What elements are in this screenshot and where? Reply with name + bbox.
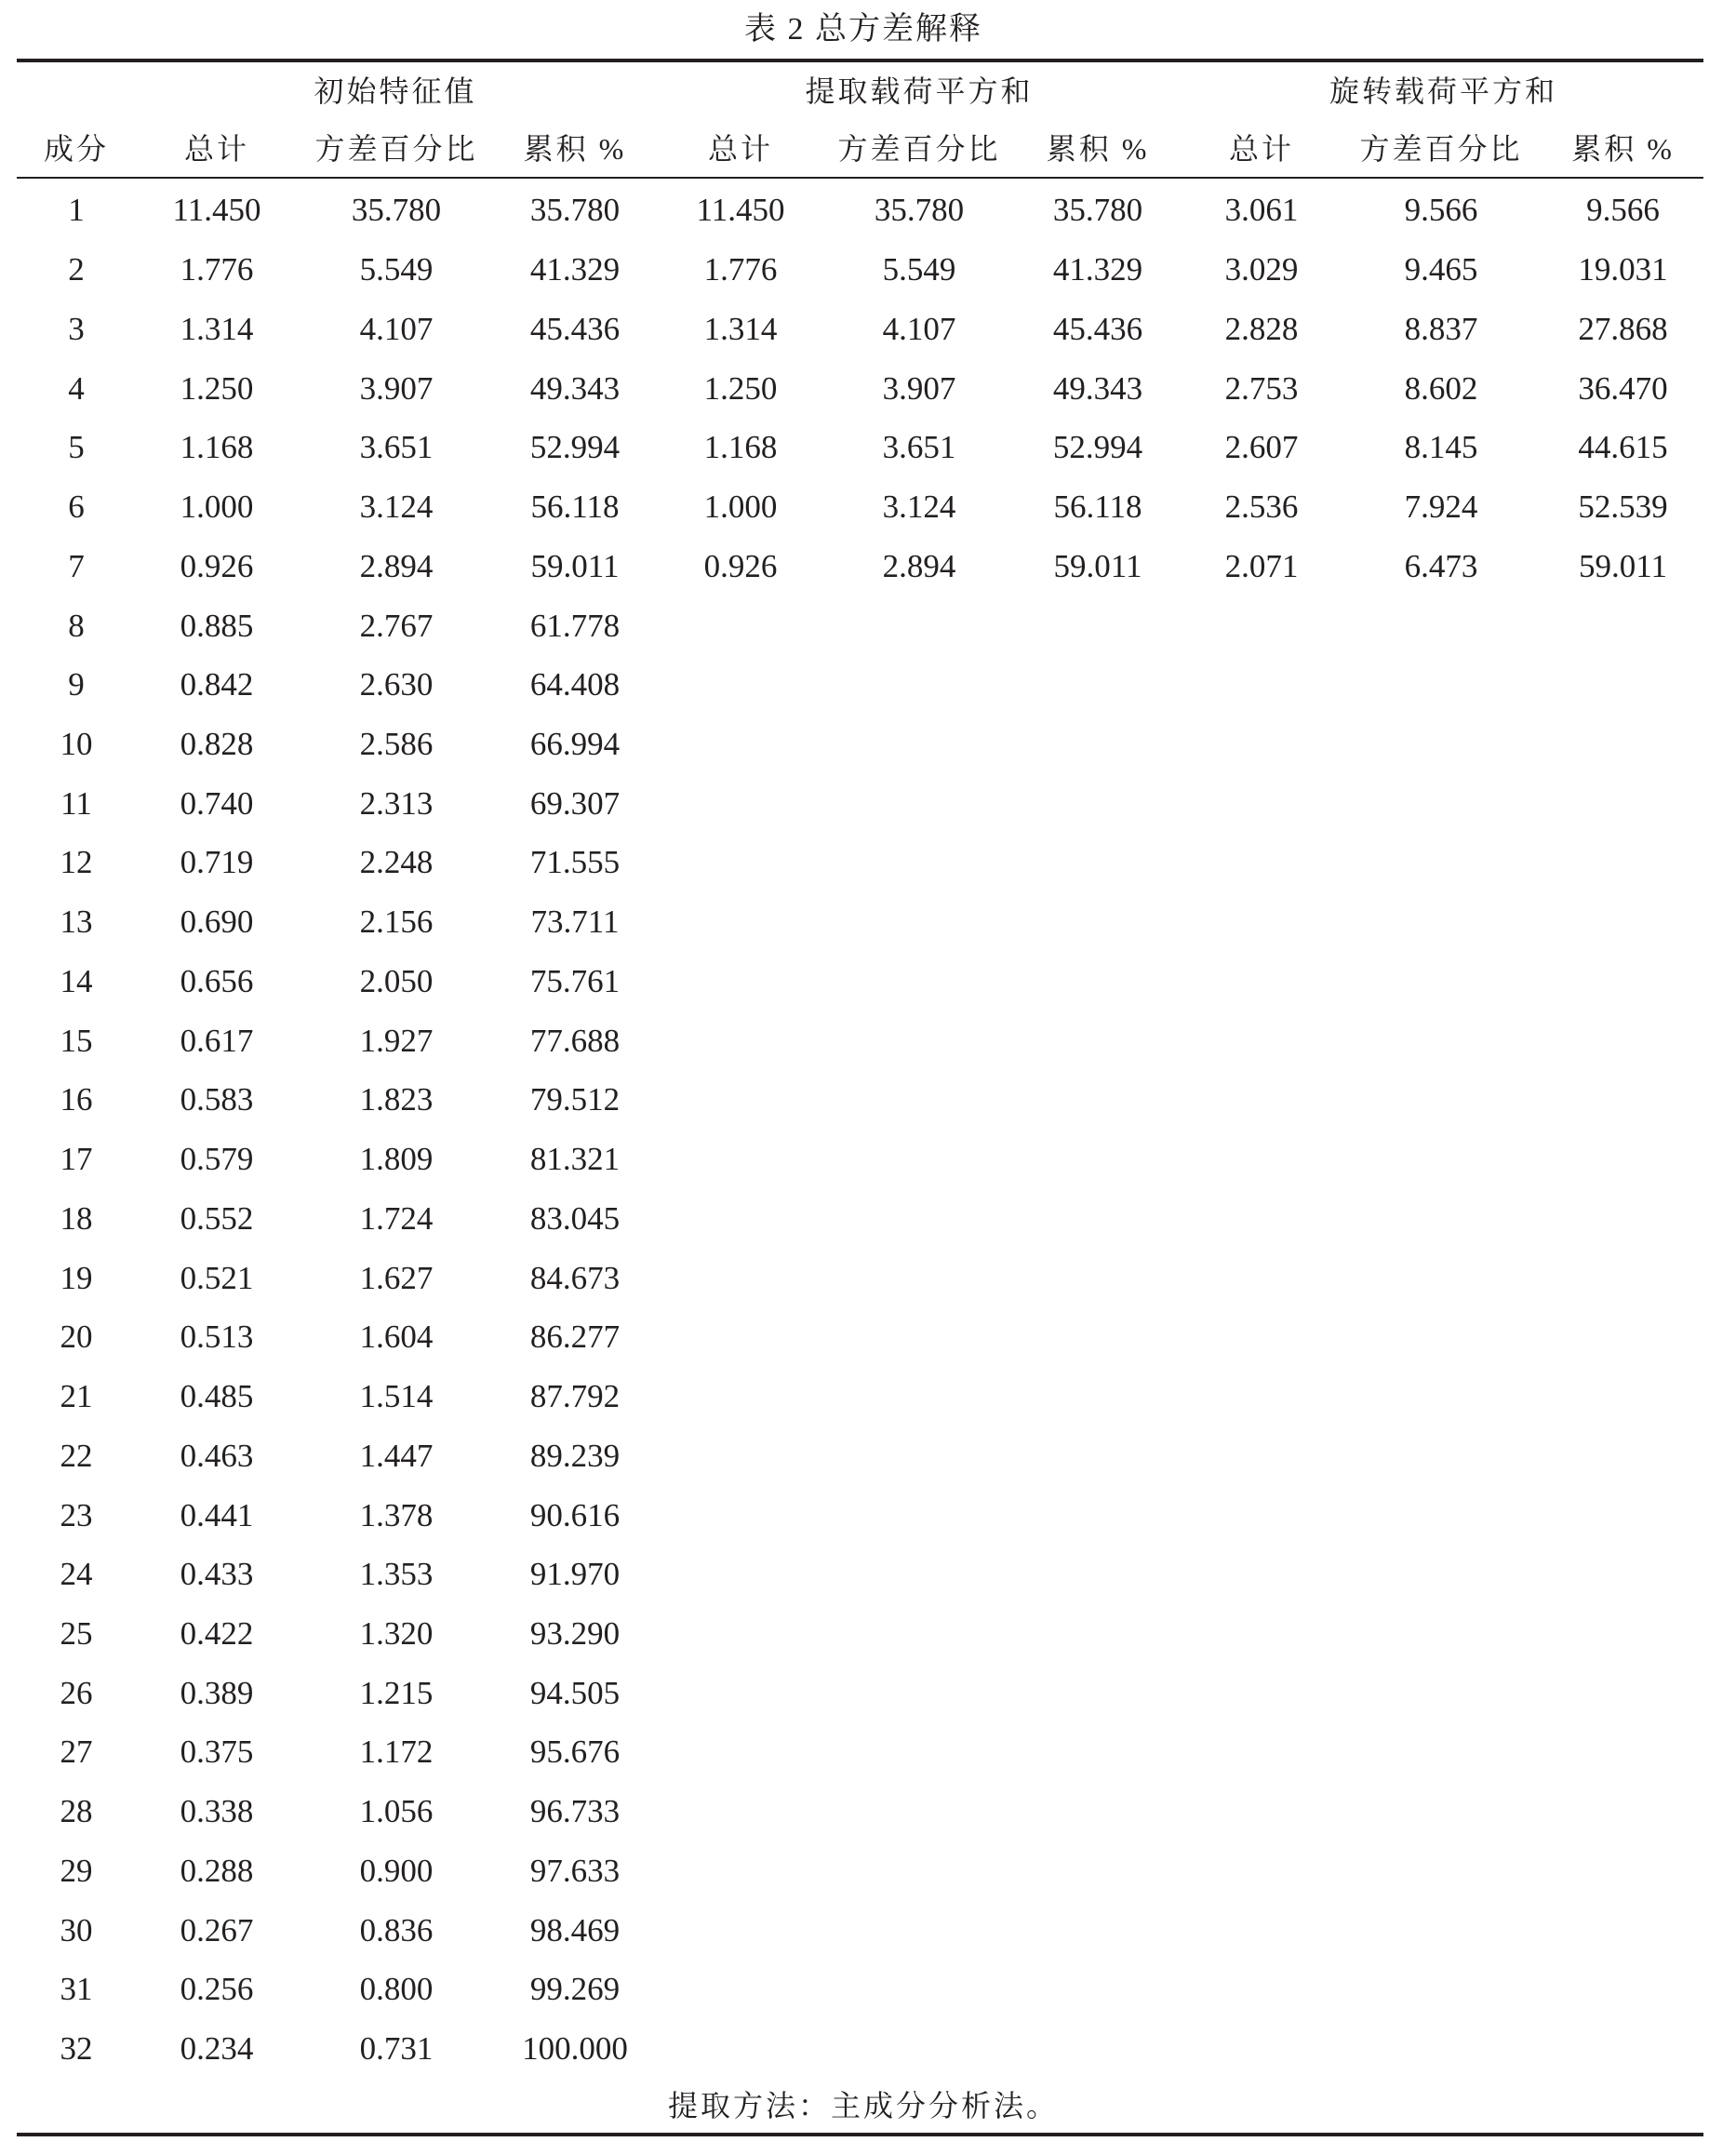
component-cell: 30 xyxy=(60,1911,93,1948)
table-row xyxy=(17,181,1703,240)
initial-variance-cell: 5.549 xyxy=(359,251,434,288)
component-cell: 1 xyxy=(68,192,85,229)
initial-variance-cell: 2.894 xyxy=(359,547,434,584)
rotation-total-cell: 3.061 xyxy=(1224,192,1299,229)
table-row xyxy=(17,240,1703,300)
group-header-spacer xyxy=(17,62,136,120)
component-cell: 4 xyxy=(68,369,85,407)
table-row xyxy=(17,2019,1703,2079)
table-row xyxy=(17,1426,1703,1485)
component-cell: 26 xyxy=(60,1674,93,1711)
initial-cumulative-cell: 97.633 xyxy=(529,1852,621,1889)
initial-variance-cell: 1.447 xyxy=(359,1437,434,1474)
component-cell: 6 xyxy=(68,489,85,526)
column-header-rotation-variance: 方差百分比 xyxy=(1359,132,1523,166)
initial-total-cell: 1.314 xyxy=(180,310,254,347)
table-row xyxy=(17,536,1703,596)
column-header-row xyxy=(17,120,1703,178)
initial-variance-cell: 1.724 xyxy=(359,1199,434,1237)
initial-cumulative-cell: 52.994 xyxy=(529,429,621,466)
initial-cumulative-cell: 93.290 xyxy=(529,1614,621,1652)
initial-total-cell: 0.842 xyxy=(180,666,254,703)
initial-cumulative-cell: 98.469 xyxy=(529,1911,621,1948)
table-row xyxy=(17,715,1703,774)
initial-total-cell: 0.267 xyxy=(180,1911,254,1948)
initial-cumulative-cell: 84.673 xyxy=(529,1259,621,1296)
table-row xyxy=(17,1782,1703,1841)
initial-total-cell: 0.513 xyxy=(180,1319,254,1356)
group-header-row xyxy=(17,62,1703,120)
table-row xyxy=(17,1604,1703,1664)
rotation-total-cell: 2.607 xyxy=(1224,429,1299,466)
component-cell: 15 xyxy=(60,1022,93,1059)
table-caption: 表 2 总方差解释 xyxy=(744,12,982,47)
extraction-cumulative-cell: 49.343 xyxy=(1052,369,1143,407)
initial-total-cell: 0.552 xyxy=(180,1199,254,1237)
initial-variance-cell: 3.124 xyxy=(359,489,434,526)
initial-variance-cell: 0.800 xyxy=(359,1971,434,2008)
initial-cumulative-cell: 35.780 xyxy=(529,192,621,229)
component-cell: 9 xyxy=(68,666,85,703)
initial-total-cell: 0.433 xyxy=(180,1556,254,1593)
table-row xyxy=(17,1722,1703,1782)
initial-variance-cell: 0.731 xyxy=(359,2030,434,2068)
initial-variance-cell: 1.378 xyxy=(359,1496,434,1533)
component-cell: 12 xyxy=(60,844,93,881)
extraction-cumulative-cell: 35.780 xyxy=(1052,192,1143,229)
initial-total-cell: 1.250 xyxy=(180,369,254,407)
table-row xyxy=(17,1367,1703,1426)
component-cell: 24 xyxy=(60,1556,93,1593)
initial-total-cell: 1.168 xyxy=(180,429,254,466)
initial-variance-cell: 1.215 xyxy=(359,1674,434,1711)
initial-cumulative-cell: 89.239 xyxy=(529,1437,621,1474)
table-row xyxy=(17,773,1703,833)
initial-variance-cell: 2.767 xyxy=(359,607,434,644)
extraction-cumulative-cell: 56.118 xyxy=(1053,489,1142,526)
component-cell: 5 xyxy=(68,429,85,466)
initial-total-cell: 0.719 xyxy=(180,844,254,881)
initial-cumulative-cell: 83.045 xyxy=(529,1199,621,1237)
initial-cumulative-cell: 69.307 xyxy=(529,784,621,822)
rotation-cumulative-cell: 19.031 xyxy=(1578,251,1668,288)
component-cell: 17 xyxy=(60,1141,93,1178)
column-header-initial-cumulative: 累积 % xyxy=(523,132,627,166)
initial-variance-cell: 1.320 xyxy=(359,1614,434,1652)
component-cell: 16 xyxy=(60,1081,93,1118)
table-row xyxy=(17,1070,1703,1130)
initial-total-cell: 0.389 xyxy=(180,1674,254,1711)
component-cell: 32 xyxy=(60,2030,93,2068)
initial-variance-cell: 4.107 xyxy=(359,310,434,347)
component-cell: 3 xyxy=(68,310,85,347)
initial-total-cell: 0.583 xyxy=(180,1081,254,1118)
initial-variance-cell: 1.927 xyxy=(359,1022,434,1059)
component-cell: 10 xyxy=(60,725,93,762)
component-cell: 14 xyxy=(60,962,93,999)
table-footnote: 提取方法：主成分分析法。 xyxy=(667,2089,1059,2122)
initial-variance-cell: 2.630 xyxy=(359,666,434,703)
initial-cumulative-cell: 59.011 xyxy=(530,547,620,584)
component-cell: 20 xyxy=(60,1319,93,1356)
rotation-total-cell: 2.828 xyxy=(1224,310,1299,347)
initial-cumulative-cell: 94.505 xyxy=(529,1674,621,1711)
table-row xyxy=(17,418,1703,477)
component-cell: 19 xyxy=(60,1259,93,1296)
extraction-variance-cell: 3.651 xyxy=(882,429,956,466)
initial-cumulative-cell: 99.269 xyxy=(529,1971,621,2008)
initial-total-cell: 0.740 xyxy=(180,784,254,822)
initial-cumulative-cell: 96.733 xyxy=(529,1793,621,1830)
bottom-rule xyxy=(17,2133,1703,2136)
rotation-total-cell: 2.071 xyxy=(1224,547,1299,584)
initial-variance-cell: 0.900 xyxy=(359,1852,434,1889)
initial-cumulative-cell: 56.118 xyxy=(530,489,620,526)
initial-variance-cell: 2.050 xyxy=(359,962,434,999)
initial-total-cell: 0.617 xyxy=(180,1022,254,1059)
initial-cumulative-cell: 75.761 xyxy=(529,962,621,999)
component-cell: 31 xyxy=(60,1971,93,2008)
initial-cumulative-cell: 77.688 xyxy=(529,1022,621,1059)
component-cell: 18 xyxy=(60,1199,93,1237)
initial-total-cell: 0.441 xyxy=(180,1496,254,1533)
column-header-rotation-cumulative: 累积 % xyxy=(1571,132,1675,166)
column-header-initial-total: 总计 xyxy=(183,132,249,166)
component-cell: 2 xyxy=(68,251,85,288)
initial-cumulative-cell: 86.277 xyxy=(529,1319,621,1356)
table-row xyxy=(17,477,1703,537)
table-row xyxy=(17,1130,1703,1189)
rotation-cumulative-cell: 27.868 xyxy=(1578,310,1668,347)
rotation-cumulative-cell: 44.615 xyxy=(1578,429,1668,466)
rotation-cumulative-cell: 52.539 xyxy=(1578,489,1668,526)
initial-cumulative-cell: 66.994 xyxy=(529,725,621,762)
initial-cumulative-cell: 61.778 xyxy=(529,607,621,644)
initial-total-cell: 0.338 xyxy=(180,1793,254,1830)
initial-total-cell: 0.256 xyxy=(180,1971,254,2008)
extraction-variance-cell: 3.124 xyxy=(882,489,956,526)
initial-variance-cell: 0.836 xyxy=(359,1911,434,1948)
initial-variance-cell: 1.604 xyxy=(359,1319,434,1356)
initial-variance-cell: 3.651 xyxy=(359,429,434,466)
rotation-total-cell: 2.536 xyxy=(1224,489,1299,526)
component-cell: 8 xyxy=(68,607,85,644)
table-header xyxy=(17,62,1703,178)
table-row xyxy=(17,1960,1703,2019)
initial-total-cell: 0.579 xyxy=(180,1141,254,1178)
table-row xyxy=(17,1307,1703,1367)
initial-total-cell: 0.926 xyxy=(180,547,254,584)
initial-total-cell: 0.463 xyxy=(180,1437,254,1474)
initial-variance-cell: 1.809 xyxy=(359,1141,434,1178)
group-header-initial-eigenvalues: 初始特征值 xyxy=(314,74,477,108)
column-header-extraction-variance: 方差百分比 xyxy=(837,132,1001,166)
initial-variance-cell: 2.313 xyxy=(359,784,434,822)
initial-cumulative-cell: 91.970 xyxy=(529,1556,621,1593)
table-row xyxy=(17,952,1703,1011)
table-row xyxy=(17,892,1703,952)
group-header-rotation-sums: 旋转载荷平方和 xyxy=(1329,74,1558,108)
initial-total-cell: 0.828 xyxy=(180,725,254,762)
initial-cumulative-cell: 100.000 xyxy=(522,2030,628,2068)
initial-total-cell: 1.000 xyxy=(180,489,254,526)
initial-total-cell: 0.690 xyxy=(180,904,254,941)
component-cell: 29 xyxy=(60,1852,93,1889)
extraction-total-cell: 1.776 xyxy=(703,251,778,288)
extraction-cumulative-cell: 59.011 xyxy=(1053,547,1142,584)
component-cell: 22 xyxy=(60,1437,93,1474)
table-row xyxy=(17,1485,1703,1545)
initial-cumulative-cell: 95.676 xyxy=(529,1734,621,1771)
rotation-variance-cell: 8.145 xyxy=(1404,429,1478,466)
rotation-variance-cell: 9.465 xyxy=(1404,251,1478,288)
column-header-extraction-total: 总计 xyxy=(708,132,774,166)
component-cell: 7 xyxy=(68,547,85,584)
table-row xyxy=(17,1545,1703,1604)
rotation-cumulative-cell: 59.011 xyxy=(1579,547,1667,584)
group-header-extraction-sums: 提取载荷平方和 xyxy=(805,74,1034,108)
initial-total-cell: 0.656 xyxy=(180,962,254,999)
extraction-variance-cell: 2.894 xyxy=(882,547,956,584)
initial-total-cell: 0.375 xyxy=(180,1734,254,1771)
table-row xyxy=(17,1011,1703,1070)
extraction-total-cell: 1.168 xyxy=(703,429,778,466)
column-header-initial-variance: 方差百分比 xyxy=(314,132,478,166)
table-row xyxy=(17,1248,1703,1307)
initial-variance-cell: 1.172 xyxy=(359,1734,434,1771)
initial-cumulative-cell: 87.792 xyxy=(529,1378,621,1415)
table-body xyxy=(17,181,1703,2079)
initial-total-cell: 1.776 xyxy=(180,251,254,288)
table-row xyxy=(17,655,1703,715)
component-cell: 21 xyxy=(60,1378,93,1415)
table-row xyxy=(17,1188,1703,1248)
extraction-cumulative-cell: 45.436 xyxy=(1052,310,1143,347)
extraction-total-cell: 1.000 xyxy=(703,489,778,526)
component-cell: 23 xyxy=(60,1496,93,1533)
extraction-variance-cell: 3.907 xyxy=(882,369,956,407)
table-row xyxy=(17,1900,1703,1960)
initial-total-cell: 0.885 xyxy=(180,607,254,644)
initial-variance-cell: 1.823 xyxy=(359,1081,434,1118)
table-row xyxy=(17,596,1703,655)
initial-cumulative-cell: 64.408 xyxy=(529,666,621,703)
initial-variance-cell: 3.907 xyxy=(359,369,434,407)
table-row xyxy=(17,358,1703,418)
initial-variance-cell: 1.514 xyxy=(359,1378,434,1415)
extraction-cumulative-cell: 52.994 xyxy=(1052,429,1143,466)
rotation-total-cell: 2.753 xyxy=(1224,369,1299,407)
rotation-cumulative-cell: 36.470 xyxy=(1578,369,1668,407)
initial-variance-cell: 1.627 xyxy=(359,1259,434,1296)
initial-variance-cell: 1.056 xyxy=(359,1793,434,1830)
component-cell: 11 xyxy=(60,784,92,822)
table-row xyxy=(17,299,1703,358)
initial-variance-cell: 2.156 xyxy=(359,904,434,941)
component-cell: 28 xyxy=(60,1793,93,1830)
extraction-variance-cell: 4.107 xyxy=(882,310,956,347)
column-header-component: 成分 xyxy=(43,132,109,166)
initial-total-cell: 0.485 xyxy=(180,1378,254,1415)
extraction-cumulative-cell: 41.329 xyxy=(1052,251,1143,288)
initial-variance-cell: 1.353 xyxy=(359,1556,434,1593)
rotation-variance-cell: 8.837 xyxy=(1404,310,1478,347)
initial-cumulative-cell: 81.321 xyxy=(529,1141,621,1178)
initial-variance-cell: 2.586 xyxy=(359,725,434,762)
column-header-extraction-cumulative: 累积 % xyxy=(1046,132,1150,166)
initial-total-cell: 0.521 xyxy=(180,1259,254,1296)
extraction-total-cell: 11.450 xyxy=(696,192,785,229)
component-cell: 25 xyxy=(60,1614,93,1652)
initial-variance-cell: 35.780 xyxy=(351,192,442,229)
rotation-variance-cell: 8.602 xyxy=(1404,369,1478,407)
table-row xyxy=(17,833,1703,892)
initial-cumulative-cell: 71.555 xyxy=(529,844,621,881)
initial-total-cell: 11.450 xyxy=(172,192,261,229)
extraction-total-cell: 1.314 xyxy=(703,310,778,347)
initial-total-cell: 0.288 xyxy=(180,1852,254,1889)
table-row xyxy=(17,1663,1703,1722)
initial-cumulative-cell: 73.711 xyxy=(530,904,620,941)
initial-variance-cell: 2.248 xyxy=(359,844,434,881)
initial-cumulative-cell: 41.329 xyxy=(529,251,621,288)
header-rule xyxy=(17,177,1703,179)
initial-cumulative-cell: 79.512 xyxy=(529,1081,621,1118)
extraction-variance-cell: 35.780 xyxy=(874,192,965,229)
component-cell: 13 xyxy=(60,904,93,941)
column-header-rotation-total: 总计 xyxy=(1229,132,1295,166)
initial-total-cell: 0.234 xyxy=(180,2030,254,2068)
component-cell: 27 xyxy=(60,1734,93,1771)
rotation-total-cell: 3.029 xyxy=(1224,251,1299,288)
initial-cumulative-cell: 45.436 xyxy=(529,310,621,347)
extraction-total-cell: 0.926 xyxy=(703,547,778,584)
extraction-variance-cell: 5.549 xyxy=(882,251,956,288)
initial-total-cell: 0.422 xyxy=(180,1614,254,1652)
rotation-variance-cell: 7.924 xyxy=(1404,489,1478,526)
extraction-total-cell: 1.250 xyxy=(703,369,778,407)
table-row xyxy=(17,1841,1703,1901)
rotation-variance-cell: 9.566 xyxy=(1404,192,1478,229)
rotation-cumulative-cell: 9.566 xyxy=(1586,192,1660,229)
initial-cumulative-cell: 90.616 xyxy=(529,1496,621,1533)
rotation-variance-cell: 6.473 xyxy=(1404,547,1478,584)
initial-cumulative-cell: 49.343 xyxy=(529,369,621,407)
